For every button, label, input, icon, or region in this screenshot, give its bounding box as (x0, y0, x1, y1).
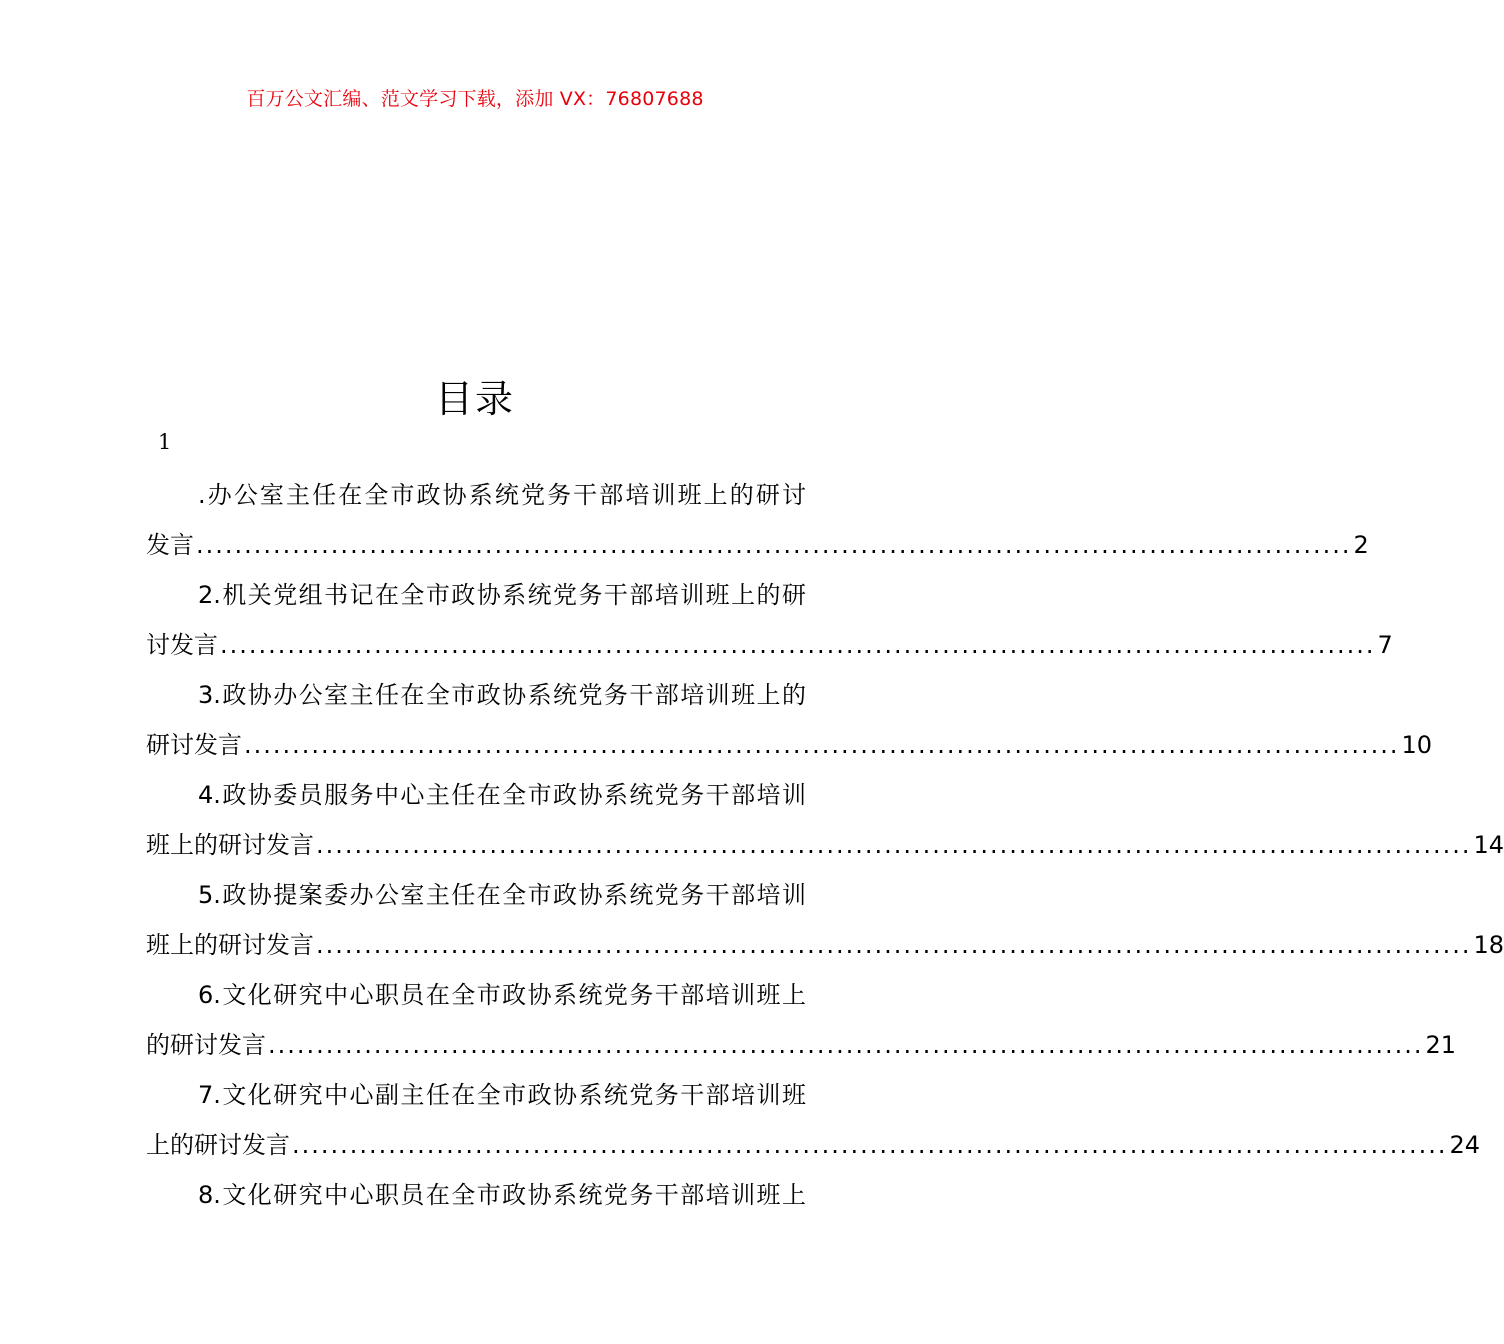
dot-leader: ........................................................................................................................ (196, 531, 1352, 559)
toc-page-number: 7 (1377, 631, 1393, 659)
dot-leader: ........................................................................................................................ (268, 1031, 1424, 1059)
toc-entry[interactable] (146, 570, 1393, 670)
toc-entry-title-cont: 班上的研讨发言 (146, 831, 314, 859)
page-title: 目录 (434, 377, 515, 421)
dot-leader: ........................................................................................................................ (244, 731, 1400, 759)
toc-entry-title: 3.政协办公室主任在全市政协系统党务干部培训班上的 (198, 681, 806, 709)
toc-entry-title: 2.机关党组书记在全市政协系统党务干部培训班上的研 (198, 581, 806, 609)
toc-entry-title-cont: 讨发言 (146, 631, 218, 659)
toc-entry[interactable] (146, 1170, 806, 1220)
toc-entry-title: .办公室主任在全市政协系统党务干部培训班上的研讨 (198, 481, 806, 509)
dot-leader: ........................................................................................................................ (316, 831, 1472, 859)
toc-entry-title: 7.文化研究中心副主任在全市政协系统党务干部培训班 (198, 1081, 806, 1109)
toc-entry-title-cont: 班上的研讨发言 (146, 931, 314, 959)
toc-entry[interactable] (146, 1070, 1481, 1170)
dot-leader: ........................................................................................................................ (316, 931, 1472, 959)
toc-entry-title-cont: 上的研讨发言 (146, 1131, 290, 1159)
toc-page-number: 24 (1449, 1131, 1481, 1159)
dot-leader: ........................................................................................................................ (220, 631, 1376, 659)
toc-entry-title-cont: 的研讨发言 (146, 1031, 266, 1059)
dot-leader: ........................................................................................................................ (292, 1131, 1448, 1159)
toc-page-number: 2 (1353, 531, 1369, 559)
toc-entry[interactable] (146, 870, 1504, 970)
toc-page-number: 21 (1425, 1031, 1457, 1059)
toc-entry-title: 4.政协委员服务中心主任在全市政协系统党务干部培训 (198, 781, 806, 809)
toc-page-number: 14 (1473, 831, 1504, 859)
toc-page-number: 18 (1473, 931, 1504, 959)
table-of-contents (146, 470, 1504, 1220)
stray-number: 1 (158, 430, 172, 454)
toc-entry-title: 5.政协提案委办公室主任在全市政协系统党务干部培训 (198, 881, 806, 909)
toc-page-number: 10 (1401, 731, 1433, 759)
toc-entry-title-cont: 发言 (146, 531, 194, 559)
toc-entry[interactable] (146, 470, 1369, 570)
toc-entry[interactable] (146, 970, 1457, 1070)
toc-entry[interactable] (146, 770, 1504, 870)
header-promo-note: 百万公文汇编、范文学习下载，添加 VX：76807688 (246, 88, 704, 110)
toc-entry-title: 8.文化研究中心职员在全市政协系统党务干部培训班上 (198, 1181, 806, 1209)
toc-entry-title: 6.文化研究中心职员在全市政协系统党务干部培训班上 (198, 981, 806, 1009)
toc-entry[interactable] (146, 670, 1433, 770)
toc-entry-title-cont: 研讨发言 (146, 731, 242, 759)
